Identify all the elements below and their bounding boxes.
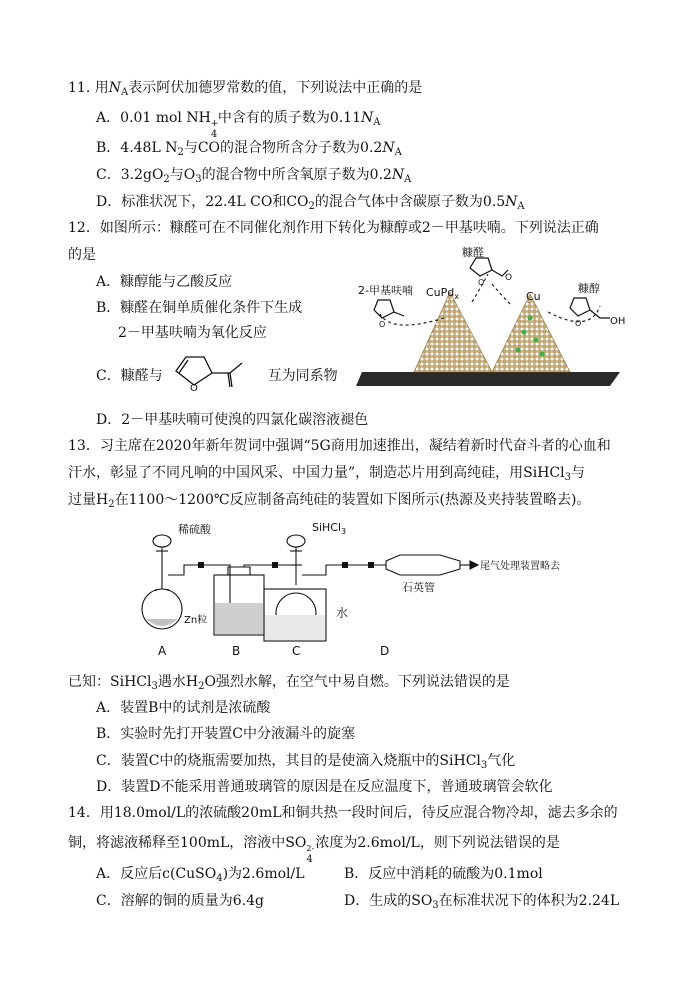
catalyst-figure: [352, 244, 630, 392]
methylfuran-label: 2-甲基呋喃: [358, 284, 413, 297]
furfural-label: 糠醛: [462, 246, 484, 259]
q12-option-b[interactable]: B．糠醛在铜单质催化条件下生成: [96, 300, 303, 316]
apparatus-label-c: C: [292, 644, 301, 658]
q11-option-c[interactable]: C．$3.2gO_2$与$O_3$的混合物中所含氧原子数为$0.2N_A$: [96, 167, 412, 185]
q14-option-c[interactable]: C．溶解的铜的质量为6.4g: [96, 893, 264, 909]
q14-option-b[interactable]: B．反应中消耗的硫酸为0.1mol: [344, 866, 543, 882]
q13-stem-line1: 13．习主席在2020年新年贺词中强调“5G商用加速推出，凝结着新时代奋斗者的心血和: [68, 438, 611, 454]
q14-stem-line2: 铜，将滤液稀释至100mL，溶液中SO 2- 4 浓度为2.6mol/L，则下列说法错误的是: [68, 835, 560, 865]
apparatus-figure: [140, 515, 580, 663]
q12-option-d[interactable]: D．2－甲基呋喃可使溴的四氯化碳溶液褪色: [96, 412, 369, 428]
q13-known: 已知：SiHCl$_3$遇水$H_2O$强烈水解，在空气中易自燃。下列说法错误的是: [68, 674, 510, 692]
apparatus-tube-label: 石英管: [402, 581, 435, 594]
apparatus-water-label: 水: [336, 606, 349, 620]
q14-option-d[interactable]: D．生成的$SO_3$在标准状况下的体积为2.24L: [344, 893, 620, 911]
apparatus-label-a: A: [158, 644, 167, 658]
q14-stem-line1: 14．用18.0mol/L的浓硫酸20mL和铜共热一段时间后，待反应混合物冷却，滤去多余的: [68, 805, 618, 821]
q13-stem-line2: 汗水，彰显了不同凡响的中国风采、中国力量”，制造芯片用到高纯硅，用SiHCl$_3$与: [68, 465, 585, 483]
q14-option-a[interactable]: A．反应后c(CuSO$_4$)为2.6mol/L: [96, 866, 305, 884]
apparatus-acid-label: 稀硫酸: [178, 523, 211, 536]
q12-option-c-o-atom: O: [190, 383, 198, 394]
apparatus-label-d: D: [380, 644, 390, 658]
q12-option-c[interactable]: C．糠醛与 互为同系物: [96, 368, 338, 384]
apparatus-sihcl3-label: SiHCl$_3$: [312, 521, 347, 536]
q13-option-d[interactable]: D．装置D不能采用普通玻璃管的原因是在反应温度下，普通玻璃管会软化: [96, 779, 553, 795]
furfural-o-atom: O: [478, 278, 485, 287]
q13-option-c[interactable]: C．装置C中的烧瓶需要加热，其目的是使滴入烧瓶中的SiHCl$_3$气化: [96, 753, 516, 771]
q12-stem-line2: 的是: [68, 247, 96, 263]
q13-option-a[interactable]: A．装置B中的试剂是浓硫酸: [96, 700, 271, 716]
cu-pyramid: [492, 294, 570, 372]
q13-stem-line3: 过量$H_2$在1100～1200℃反应制备高纯硅的装置如下图所示(热源及夹持装置略去)。: [68, 492, 591, 510]
q13-option-b[interactable]: B．实验时先打开装置C中分液漏斗的旋塞: [96, 726, 355, 742]
q12-option-c-molecule: [168, 343, 264, 403]
q11-option-a[interactable]: A．0.01 mol NH + 4 中含有的质子数为$0.11N_A$: [96, 110, 381, 140]
apparatus-zn-label: Zn粒: [184, 615, 208, 626]
cupd-label: CuPd$_x$: [426, 286, 460, 301]
cupd-pyramid: [414, 292, 492, 372]
q11-stem: 11. 用$N_A$表示阿伏加德罗常数的值，下列说法中正确的是: [68, 80, 423, 98]
catalyst-base-plate: [356, 372, 620, 386]
apparatus-exhaust-label: 尾气处理装置略去: [480, 561, 560, 572]
q12-option-a[interactable]: A．糠醇能与乙酸反应: [96, 274, 233, 290]
q12-option-b-cont: 2－甲基呋喃为氧化反应: [118, 325, 267, 341]
q11-option-b[interactable]: B．4.48L $N_2$与CO的混合物所含分子数为$0.2N_A$: [96, 140, 402, 158]
furfuryl-alcohol-label: 糠醇: [578, 282, 600, 295]
apparatus-label-b: B: [232, 644, 241, 658]
cu-label: Cu: [526, 290, 541, 303]
furfuryl-o-atom: O: [575, 319, 582, 328]
furfural-carbonyl-o: O: [505, 273, 513, 283]
furfuryl-oh-group: OH: [610, 316, 626, 327]
q11-option-d[interactable]: D．标准状况下，22.4L CO和$CO_2$的混合气体中含碳原子数为$0.5N_A$: [96, 194, 525, 212]
methylfuran-o-atom: O: [379, 320, 386, 329]
q12-stem-line1: 12．如图所示：糠醛可在不同催化剂作用下转化为糠醇或2－甲基呋喃。下列说法正确: [68, 220, 599, 236]
